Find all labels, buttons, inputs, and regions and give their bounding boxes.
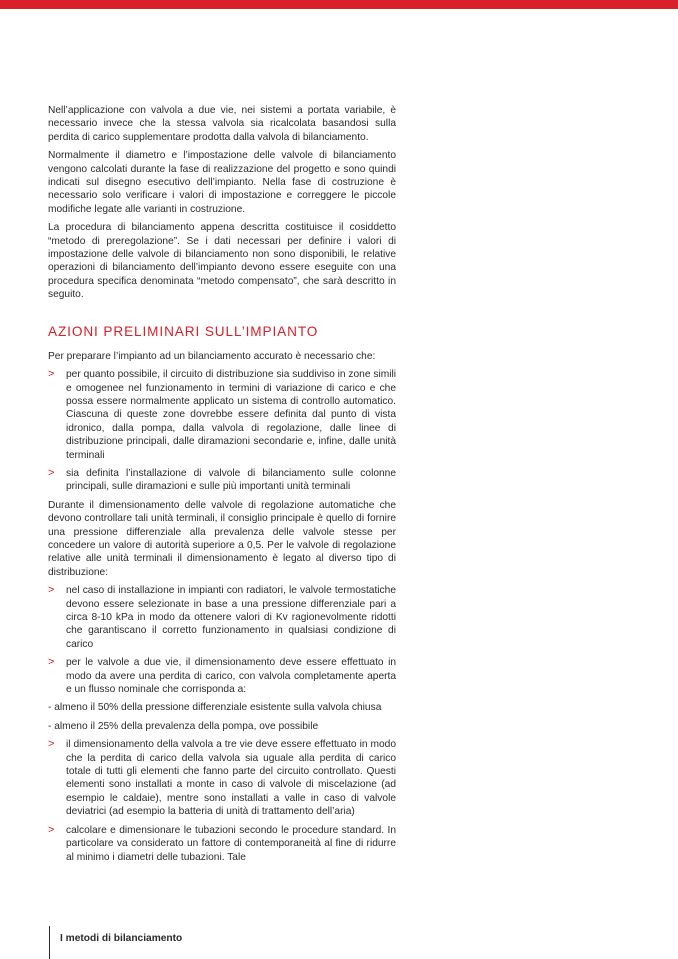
- lead-paragraph: Per preparare l’impianto ad un bilanciamento accurato è necessario che:: [48, 350, 376, 362]
- chevron-right-icon: >: [48, 466, 55, 479]
- list-item: [48, 738, 396, 818]
- bullet-list-sizing-continued: [48, 738, 396, 864]
- chevron-right-icon: >: [48, 823, 55, 836]
- sub-item: - almeno il 25% della prevalenza della pompa, ove possibile: [48, 720, 319, 732]
- list-item-text: per le valvole a due vie, il dimensionamento deve essere effettuato in modo da avere una perdita di carico, con valvola completamente aperta e un flusso nominale che corrisponda a:: [66, 657, 396, 696]
- list-item: [48, 656, 396, 696]
- paragraph-sizing: Durante il dimensionamento delle valvole di regolazione automatiche che devono controllare tali unità terminali, il consiglio principale è quello di fornire una pressione differenziale alla prevalenza delle valvole stesse per concedere un valore di autorità superiore a 0,5. Per le valvole di regolazione relative alle unità terminali il dimensionamento è legato al diverso tipo di distribuzione:: [48, 499, 396, 578]
- chevron-right-icon: >: [48, 584, 55, 597]
- chevron-right-icon: >: [48, 656, 55, 669]
- list-item-text: sia definita l’installazione di valvole di bilanciamento sulle colonne principali, sulle diramazioni e sulle più importanti unità terminali: [66, 467, 396, 493]
- paragraph-two-way-valve: Nell’applicazione con valvola a due vie, nei sistemi a portata variabile, è necessario invece che la stessa valvola sia ricalcolata basandosi sulla perdita di carico supplementare prodotta dalla valvola di bilanciamento.: [48, 105, 396, 143]
- page-body: [48, 104, 396, 869]
- sub-item: - almeno il 50% della pressione differenziale esistente sulla valvola chiusa: [48, 702, 382, 714]
- list-item: [48, 467, 396, 494]
- section-heading: AZIONI PRELIMINARI SULL’IMPIANTO: [48, 323, 319, 339]
- chevron-right-icon: >: [48, 368, 55, 381]
- list-item-text: calcolare e dimensionare le tubazioni secondo le procedure standard. In particolare va considerato un fattore di contemporaneità al fine di ridurre al minimo i diametri delle tubazioni. Tale: [66, 824, 396, 863]
- list-item: [48, 368, 396, 462]
- paragraph-preregulation: La procedura di bilanciamento appena descritta costituisce il cosiddetto “metodo di preregolazione”. Se i dati necessari per definire i valori di impostazione delle valvole di bilanciamento non sono disponibili, le relative operazioni di bilanciamento dell’impianto devono essere eseguite con una procedura specifica denominata “metodo compensato”, che sarà descritto in seguito.: [48, 222, 396, 301]
- list-item-text: il dimensionamento della valvola a tre vie deve essere effettuato in modo che la perdita di carico della valvola sia uguale alla perdita di carico totale di tutti gli elementi che fanno parte del circuito controllato. Questi elementi sono installati a monte in caso di valvole di miscelazione (ad esempio le caldaie), mentre sono installati a valle in caso di valvole deviatrici (ad esempio la batteria di unità di trattamento dell’aria): [66, 739, 396, 818]
- list-item-text: nel caso di installazione in impianti con radiatori, le valvole termostatiche devono essere selezionate in base a una pressione differenziale pari a circa 8-10 kPa in modo da ottenere valori di Kv ragionevolmente ridotti che garantiscano il corretto funzionamento in qualsiasi condizione di carico: [66, 585, 396, 650]
- top-accent-bar: [0, 0, 678, 9]
- chevron-right-icon: >: [48, 738, 55, 751]
- list-item: [48, 824, 396, 864]
- bullet-list-sizing: [48, 584, 396, 696]
- bullet-list-preparation: [48, 368, 396, 494]
- list-item: [48, 584, 396, 651]
- list-item-text: per quanto possibile, il circuito di distribuzione sia suddiviso in zone simili e omogenee nel funzionamento in termini di variazione di carico e che possa essere normalmente applicato un sistema di controllo automatico. Ciascuna di queste zone dovrebbe essere definita dal punto di vista idronico, dalla pompa, dalla valvola di regolazione, dalle linee di distribuzione principali, dalle diramazioni secondarie e, infine, dalle unità terminali: [66, 369, 396, 461]
- footer-divider: [49, 926, 50, 959]
- footer-title: I metodi di bilanciamento: [60, 933, 183, 944]
- paragraph-design-phase: Normalmente il diametro e l’impostazione delle valvole di bilanciamento vengono calcolati durante la fase di realizzazione del progetto e sono quindi indicati sul disegno esecutivo dell’impianto. Nella fase di costruzione è necessario solo verificare i valori di impostazione e correggere le piccole modifiche legate alle varianti in costruzione.: [48, 150, 396, 215]
